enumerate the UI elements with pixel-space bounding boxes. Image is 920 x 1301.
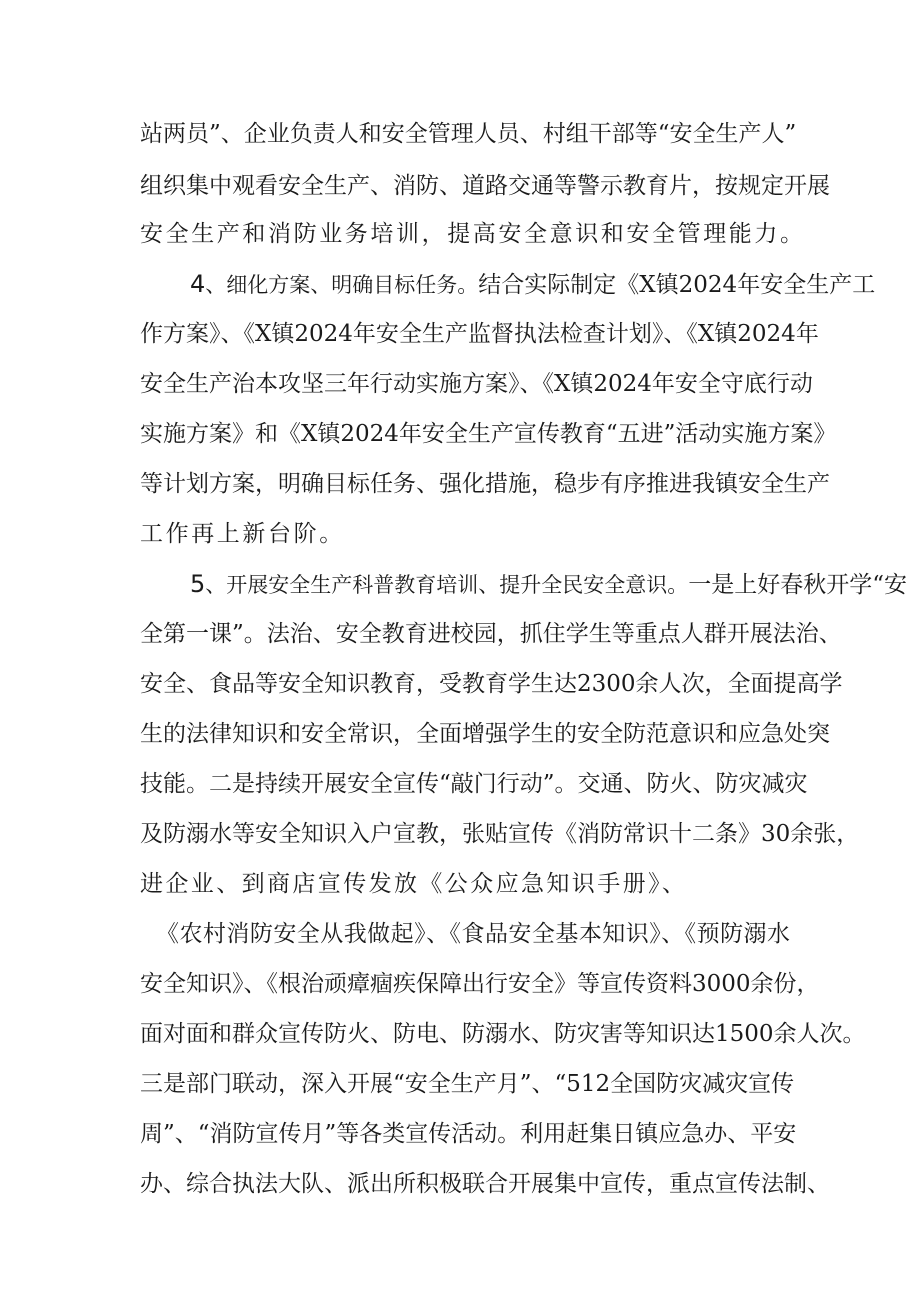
paragraph-5-line-9: 安全知识》、《根治顽瘴痼疾保障出行安全》等宣传资料3000余份， <box>140 971 820 997</box>
paragraph-5-line-2: 全第一课”。法治、安全教育进校园，抓住学生等重点人群开展法治、 <box>140 621 842 647</box>
paragraph-5-heading <box>190 570 689 598</box>
paragraph-5-heading-number: 5 <box>190 570 206 598</box>
paragraph-4-line-2: 作方案》、《X镇2024年安全生产监督执法检查计划》、《X镇2024年 <box>140 321 819 347</box>
paragraph-5-line-1 <box>190 568 908 600</box>
paragraph-4-line-6: 工作再上新台阶。 <box>140 521 345 547</box>
paragraph-5-line-12: 周”、“消防宣传月”等各类宣传活动。利用赶集日镇应急办、平安 <box>140 1121 797 1147</box>
paragraph-4-line-5: 等计划方案，明确目标任务、强化措施，稳步有序推进我镇安全生产 <box>140 471 830 497</box>
paragraph-5-line-3: 安全、食品等安全知识教育，受教育学生达2300余人次，全面提高学 <box>140 671 843 697</box>
paragraph-5-line-8: 《农村消防安全从我做起》、《食品安全基本知识》、《预防溺水 <box>156 921 790 947</box>
paragraph-4-line-4: 实施方案》和《X镇2024年安全生产宣传教育“五进”活动实施方案》 <box>140 421 837 447</box>
paragraph-1-line-1: 站两员”、企业负责人和安全管理人员、村组干部等“安全生产人” <box>140 121 797 147</box>
paragraph-5-heading-text: 、开展安全生产科普教育培训、提升全民安全意识。 <box>205 573 689 597</box>
paragraph-4-first-line-text: 结合实际制定《X镇2024年安全生产工 <box>478 272 876 298</box>
paragraph-5-line-10: 面对面和群众宣传防火、防电、防溺水、防灾害等知识达1500余人次。 <box>140 1021 866 1047</box>
paragraph-5-line-4: 生的法律知识和安全常识，全面增强学生的安全防范意识和应急处突 <box>140 721 830 747</box>
paragraph-1-line-3: 安全生产和消防业务培训，提高安全意识和安全管理能力。 <box>140 221 806 247</box>
paragraph-4-heading-number: 4 <box>190 270 206 298</box>
paragraph-4-heading <box>190 270 479 298</box>
paragraph-5-line-6: 及防溺水等安全知识入户宣教，张贴宣传《消防常识十二条》30余张， <box>140 821 860 847</box>
paragraph-4-heading-text: 、细化方案、明确目标任务。 <box>205 273 479 297</box>
paragraph-5-first-line-text: 一是上好春秋开学“安 <box>688 572 908 598</box>
paragraph-5-line-11: 三是部门联动，深入开展“安全生产月”、“512全国防灾减灾宣传 <box>140 1071 795 1097</box>
paragraph-5-line-13: 办、综合执法大队、派出所积极联合开展集中宣传，重点宣传法制、 <box>140 1171 830 1197</box>
paragraph-1-line-2: 组织集中观看安全生产、消防、道路交通等警示教育片，按规定开展 <box>140 173 830 199</box>
paragraph-5-line-7: 进企业、到商店宣传发放《公众应急知识手册》、 <box>140 871 688 897</box>
paragraph-5-line-5: 技能。二是持续开展安全宣传“敲门行动”。交通、防火、防灾减灾 <box>140 771 808 797</box>
paragraph-4-line-3: 安全生产治本攻坚三年行动实施方案》、《X镇2024年安全守底行动 <box>140 371 813 397</box>
paragraph-4-line-1 <box>190 268 876 300</box>
